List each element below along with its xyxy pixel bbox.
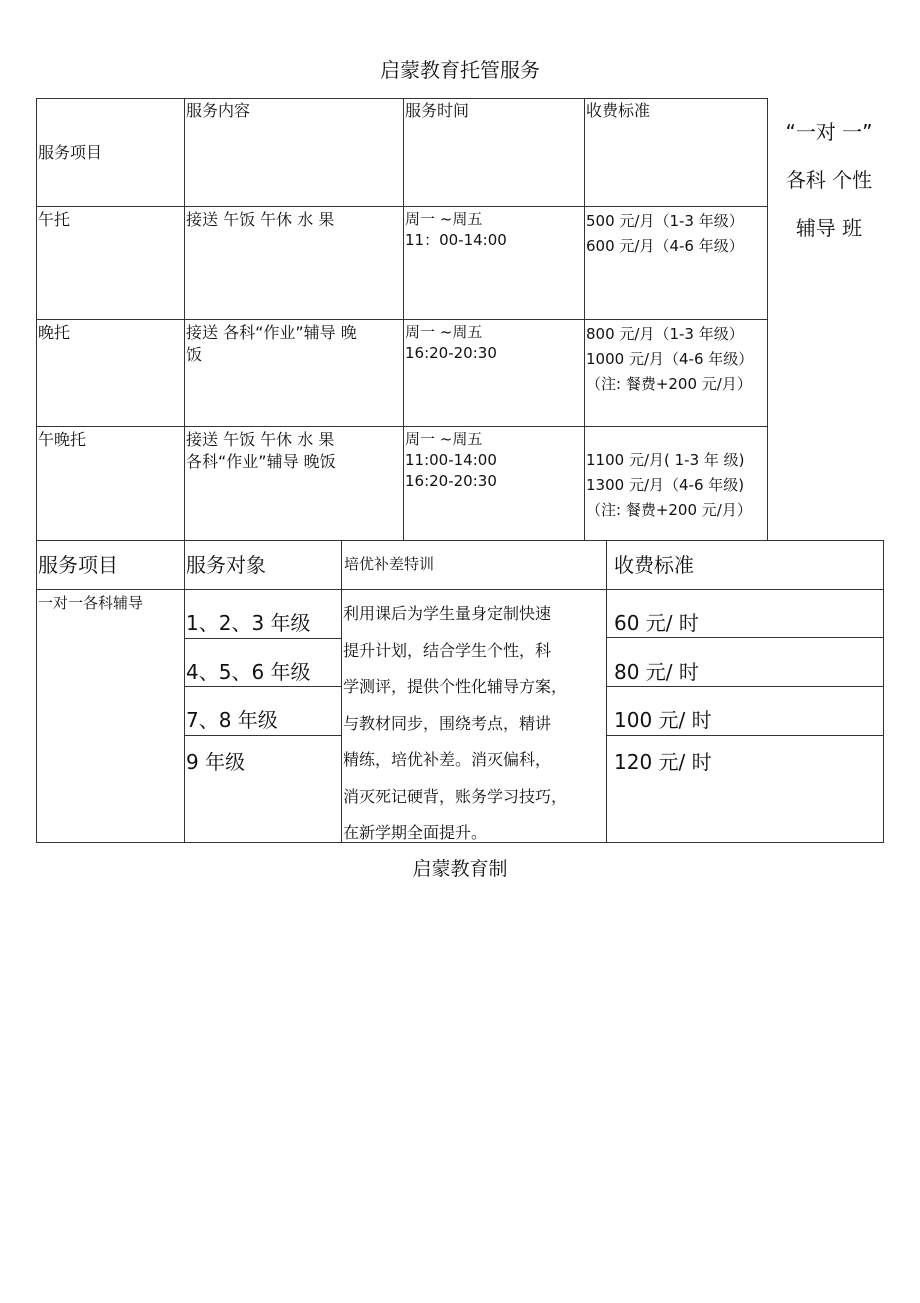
footer-text: 启蒙教育制	[412, 858, 508, 880]
side-note-line1: “一对 一”	[785, 120, 873, 144]
t2-fee-1: 60 元/ 时	[614, 611, 699, 635]
t2-header-target: 服务对象	[186, 553, 266, 577]
t1-row2-content: 接送 各科“作业”辅导 晚 饭	[186, 323, 357, 364]
t1-row2-fee: 800 元/月（1-3 年级） 1000 元/月（4-6 年级） （注: 餐费+200 元/月）	[586, 325, 754, 393]
t2-description: 利用课后为学生量身定制快速 提升计划，结合学生个性，科 学测评，提供个性化辅导方案， 与教材同步，围绕考点，精讲 精练，培优补差。消灭偏科， 消灭死记硬背，账务学习技巧， 在新学期全面提升。	[343, 604, 568, 842]
side-note-line2: 各科 个性	[785, 168, 873, 192]
t2-fee-3: 100 元/ 时	[614, 708, 712, 732]
side-note-line3: 辅导 班	[795, 216, 863, 240]
t1-row1-time: 周一 ~周五 11：00-14:00	[405, 210, 507, 249]
t1-row3-time: 周一 ~周五 11:00-14:00 16:20-20:30	[405, 430, 497, 490]
page-title: 启蒙教育托管服务	[380, 58, 540, 82]
t1-row3-content: 接送 午饭 午休 水 果 各科“作业”辅导 晚饭	[186, 430, 336, 471]
t1-header-item: 服务项目	[38, 143, 103, 162]
t2-header-program: 培优补差特训	[344, 555, 435, 573]
t1-header-fee: 收费标准	[586, 101, 651, 120]
t2-grade-1: 1、2、3 年级	[186, 611, 311, 635]
t1-row2-time: 周一 ~周五 16:20-20:30	[405, 323, 497, 362]
t1-row1-item: 午托	[38, 210, 71, 229]
t2-grade-2: 4、5、6 年级	[186, 660, 311, 684]
t2-grade-3: 7、8 年级	[186, 708, 278, 732]
t2-service-item: 一对一各科辅导	[38, 594, 144, 612]
t1-row1-content: 接送 午饭 午休 水 果	[186, 210, 335, 229]
t1-row2-item: 晚托	[38, 323, 71, 342]
t2-header-fee: 收费标准	[614, 553, 694, 577]
t2-header-item: 服务项目	[38, 553, 118, 577]
t2-fee-4: 120 元/ 时	[614, 750, 712, 774]
t1-header-content: 服务内容	[186, 101, 251, 120]
t1-row1-fee: 500 元/月（1-3 年级） 600 元/月（4-6 年级）	[586, 212, 744, 255]
t2-fee-2: 80 元/ 时	[614, 660, 699, 684]
t1-header-time: 服务时间	[405, 101, 470, 120]
t1-row3-fee: 1100 元/月( 1-3 年 级) 1300 元/月（4-6 年级) （注: 餐费+200 元/月）	[586, 451, 752, 519]
t1-row3-item: 午晚托	[38, 430, 87, 449]
t2-grade-4: 9 年级	[186, 750, 246, 774]
